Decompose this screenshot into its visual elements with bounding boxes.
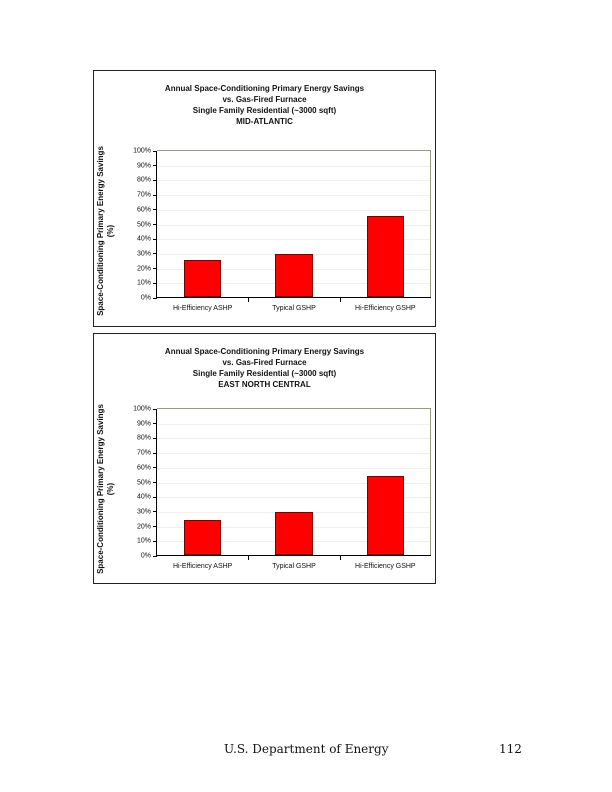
title-line: Single Family Residential (~3000 sqft): [192, 106, 337, 115]
gridline: [157, 195, 430, 196]
x-axis: [156, 297, 431, 298]
x-axis: [156, 555, 431, 556]
y-tick-label: 40%: [136, 493, 151, 501]
bar: [184, 260, 221, 297]
footer-publisher: U.S. Department of Energy: [224, 742, 389, 756]
y-tick-label: 0%: [140, 294, 151, 302]
bar: [184, 520, 221, 555]
y-tick-label: 90%: [136, 162, 151, 170]
y-axis: [156, 151, 157, 298]
y-tick-label: 30%: [136, 250, 151, 258]
y-axis-label: [96, 131, 116, 331]
y-tick-label: 0%: [140, 552, 151, 560]
y-tick-label: 10%: [136, 279, 151, 287]
x-tick: [340, 298, 341, 302]
title-line: Single Family Residential (~3000 sqft): [192, 369, 337, 378]
y-tick-label: 40%: [136, 235, 151, 243]
y-tick-label: 20%: [136, 265, 151, 273]
y-axis-label-line: Space-Conditioning Primary Energy Savings: [96, 146, 105, 316]
gridline: [157, 438, 430, 439]
gridline: [157, 424, 430, 425]
bar: [367, 216, 404, 297]
y-tick-label: 70%: [136, 191, 151, 199]
bar: [275, 512, 312, 555]
y-tick-label: 90%: [136, 420, 151, 428]
y-tick-label: 100%: [133, 147, 151, 155]
x-category-label: Hi-Efficiency ASHP: [172, 305, 233, 312]
chart-title: [94, 83, 435, 127]
plot-area: [133, 405, 431, 570]
y-axis-label-unit: (%): [106, 482, 115, 496]
gridline: [157, 180, 430, 181]
plot-area: [133, 147, 431, 312]
title-line: vs. Gas-Fired Furnace: [222, 358, 307, 367]
title-line: Annual Space-Conditioning Primary Energy Savings: [164, 347, 365, 356]
bar: [367, 476, 404, 555]
y-tick-label: 30%: [136, 508, 151, 516]
y-axis: [156, 409, 157, 556]
y-tick-label: 60%: [136, 464, 151, 472]
gridline: [157, 210, 430, 211]
chart-title: [94, 346, 435, 390]
y-tick-label: 70%: [136, 449, 151, 457]
x-tick: [248, 556, 249, 560]
y-axis-label-line: Space-Conditioning Primary Energy Savings: [96, 404, 105, 574]
chart-east-north-central: [93, 333, 436, 584]
y-tick-label: 50%: [136, 221, 151, 228]
y-tick-label: 80%: [136, 176, 151, 184]
x-tick: [248, 298, 249, 302]
y-tick-label: 60%: [136, 206, 151, 214]
x-category-label: Hi-Efficiency GSHP: [355, 305, 416, 312]
title-line: vs. Gas-Fired Furnace: [222, 95, 307, 104]
x-category-label: Hi-Efficiency GSHP: [355, 563, 416, 570]
bar: [275, 254, 312, 297]
y-axis-label-unit: (%): [106, 224, 115, 238]
chart-mid-atlantic: [93, 70, 436, 327]
x-tick: [340, 556, 341, 560]
x-category-label: Hi-Efficiency ASHP: [172, 563, 233, 570]
title-line-region: EAST NORTH CENTRAL: [218, 380, 311, 389]
y-tick-label: 80%: [136, 434, 151, 442]
y-tick-label: 20%: [136, 523, 151, 531]
y-tick-label: 50%: [136, 479, 151, 486]
x-category-label: Typical GSHP: [272, 305, 316, 312]
y-tick-label: 10%: [136, 537, 151, 545]
gridline: [157, 166, 430, 167]
title-line: Annual Space-Conditioning Primary Energy Savings: [164, 84, 365, 93]
gridline: [157, 468, 430, 469]
y-tick-label: 100%: [133, 405, 151, 413]
y-axis-label: [96, 389, 116, 589]
title-line-region: MID-ATLANTIC: [236, 117, 293, 126]
footer-page-number: 112: [499, 742, 522, 756]
x-category-label: Typical GSHP: [272, 563, 316, 570]
gridline: [157, 453, 430, 454]
